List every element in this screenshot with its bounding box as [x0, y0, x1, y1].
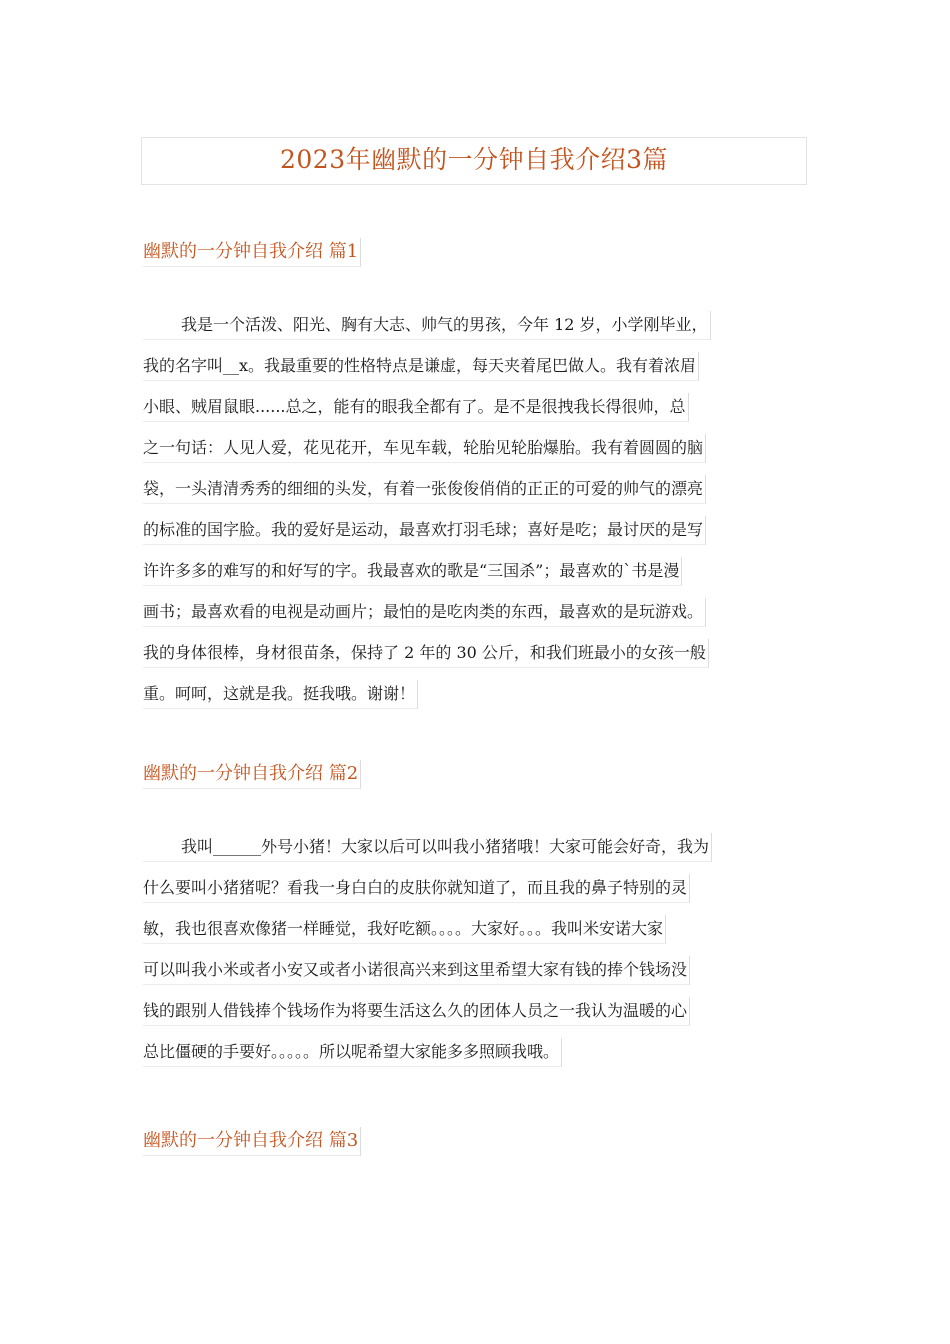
paragraph-line: 什么要叫小猪猪呢？看我一身白白的皮肤你就知道了，而且我的鼻子特别的灵: [143, 874, 690, 903]
section-heading-1: 幽默的一分钟自我介绍 篇1: [143, 238, 361, 267]
section-2-paragraph: [143, 833, 712, 1079]
paragraph-line: 我是一个活泼、阳光、胸有大志、帅气的男孩，今年 12 岁，小学刚毕业，: [143, 311, 711, 340]
paragraph-line: 袋，一头清清秀秀的细细的头发，有着一张俊俊俏俏的正正的可爱的帅气的漂亮: [143, 475, 706, 504]
paragraph-line: 小眼、贼眉鼠眼......总之，能有的眼我全都有了。是不是很拽我长得很帅，总: [143, 393, 689, 422]
paragraph-line: 重。呵呵，这就是我。挺我哦。谢谢！: [143, 680, 418, 709]
section-heading-3: 幽默的一分钟自我介绍 篇3: [143, 1127, 361, 1156]
paragraph-line: 可以叫我小米或者小安又或者小诺很高兴来到这里希望大家有钱的捧个钱场没: [143, 956, 690, 985]
paragraph-line: 的标准的国字脸。我的爱好是运动，最喜欢打羽毛球；喜好是吃；最讨厌的是写: [143, 516, 706, 545]
paragraph-line: 敏，我也很喜欢像猪一样睡觉，我好吃额。。。。大家好。。。我叫米安诺大家: [143, 915, 666, 944]
paragraph-line: 我的名字叫__x。我最重要的性格特点是谦虚，每天夹着尾巴做人。我有着浓眉: [143, 352, 699, 381]
paragraph-line: 我的身体很棒，身材很苗条，保持了 2 年的 30 公斤，和我们班最小的女孩一般: [143, 639, 709, 668]
paragraph-line: 总比僵硬的手要好。。。。。所以呢希望大家能多多照顾我哦。: [143, 1038, 562, 1067]
paragraph-line: 许许多多的难写的和好写的字。我最喜欢的歌是“三国杀”；最喜欢的`书是漫: [143, 557, 682, 586]
section-1-paragraph: [143, 311, 711, 721]
paragraph-line: 我叫______外号小猪！大家以后可以叫我小猪猪哦！大家可能会好奇，我为: [143, 833, 712, 862]
paragraph-line: 画书；最喜欢看的电视是动画片；最怕的是吃肉类的东西，最喜欢的是玩游戏。: [143, 598, 706, 627]
paragraph-line: 钱的跟别人借钱捧个钱场作为将要生活这么久的团体人员之一我认为温暖的心: [143, 997, 690, 1026]
document-title: 2023年幽默的一分钟自我介绍3篇: [141, 137, 807, 185]
paragraph-line: 之一句话：人见人爱，花见花开，车见车载，轮胎见轮胎爆胎。我有着圆圆的脑: [143, 434, 706, 463]
section-heading-2: 幽默的一分钟自我介绍 篇2: [143, 760, 361, 789]
